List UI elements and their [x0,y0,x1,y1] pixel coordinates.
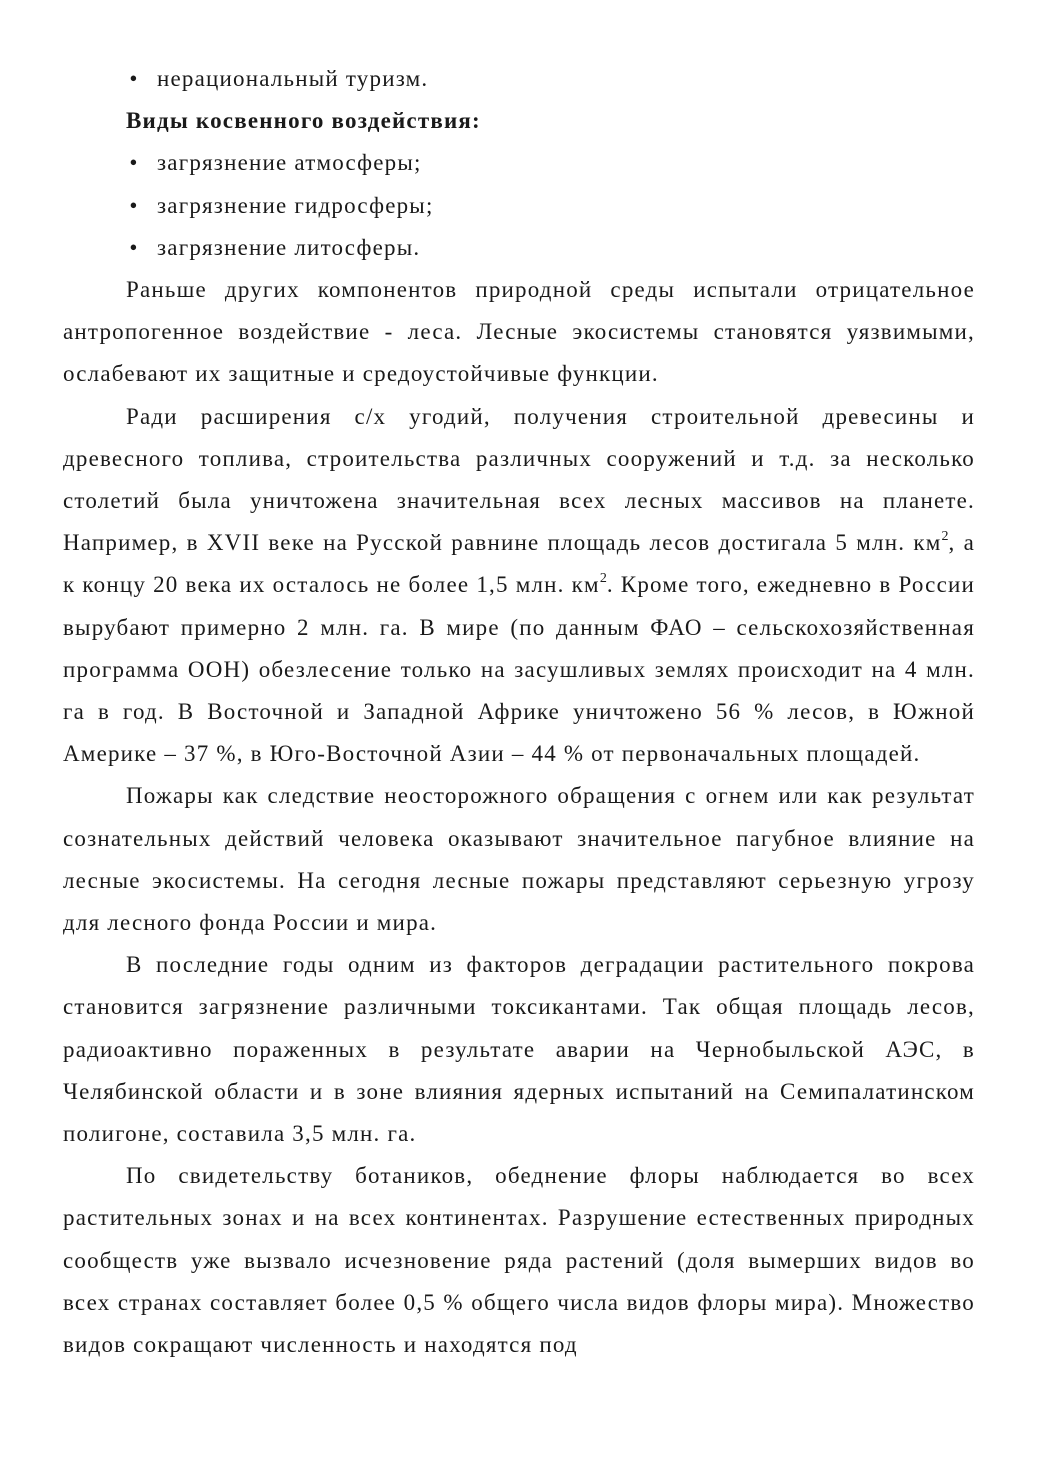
superscript: 2 [599,571,607,587]
document-page [63,58,975,1366]
bullet-icon: • [129,150,139,176]
bullet-icon: • [129,66,139,91]
list-item-text: нерациональный туризм. [157,66,429,91]
paragraph-flora: По свидетельству ботаников, обеднение флоры наблюдается во всех растительных зонах и на всех континентах. Разрушение естественных природных сообществ уже вызвало исчезновение ряда растений (доля вымерших видов во всех странах составляет более 0,5 % общего числа видов флоры мира). Множество видов сокращают численность и находятся под [63,1163,975,1358]
section-heading: Виды косвенного воздействия: [126,108,481,134]
bullet-list-direct [63,58,975,100]
bullet-icon: • [129,192,139,218]
bullet-list-indirect [63,142,975,269]
paragraph-text: Ради расширения с/х угодий, получения строительной древесины и древесного топлива, строительства различных сооружений и т.д. за несколько столетий была уничтожена значительная всех лесных массивов на планете. Например, в XVII веке на Русской равнине площадь лесов достигала 5 млн. км [63,403,975,556]
paragraph-text: . Кроме того, ежедневно в России вырубают примерно 2 млн. га. В мире (по данным ФАО – сельскохозяйственная программа ООН) обезлесение только на засушливых землях происходит на 4 млн. га в год. В Восточной и Западной Африке уничтожено 56 % лесов, в Южной Америке – 37 %, в Юго-Восточной Азии – 44 % от первоначальных площадей. [63,572,976,767]
superscript: 2 [941,529,949,545]
list-item-text: загрязнение атмосферы; [157,150,422,176]
paragraph-forests: Раньше других компонентов природной среды испытали отрицательное антропогенное воздействие - леса. Лесные экосистемы становятся уязвимыми, ослабевают их защитные и средоустойчивые функции. [63,277,975,387]
paragraph-pollution: В последние годы одним из факторов деградации растительного покрова становится загрязнение различными токсикантами. Так общая площадь лесов, радиоактивно пораженных в результате аварии на Чернобыльской АЭС, в Челябинской области и в зоне влияния ядерных испытаний на Семипалатинском полигоне, составила 3,5 млн. га. [63,952,975,1147]
list-item [63,142,975,184]
list-item-text: загрязнение литосферы. [157,234,421,260]
paragraph-deforestation [63,396,975,776]
list-item [63,185,975,227]
list-item [63,227,975,269]
list-item [63,58,975,100]
paragraph-text: , а к концу 20 века их осталось не более 1,5 млн. км [63,530,976,598]
bullet-icon: • [129,234,139,260]
paragraph-fires: Пожары как следствие неосторожного обращения с огнем или как результат сознательных действий человека оказывают значительное пагубное влияние на лесные экосистемы. На сегодня лесные пожары представляют серьезную угрозу для лесного фонда России и мира. [63,783,975,936]
list-item-text: загрязнение гидросферы; [157,192,434,218]
